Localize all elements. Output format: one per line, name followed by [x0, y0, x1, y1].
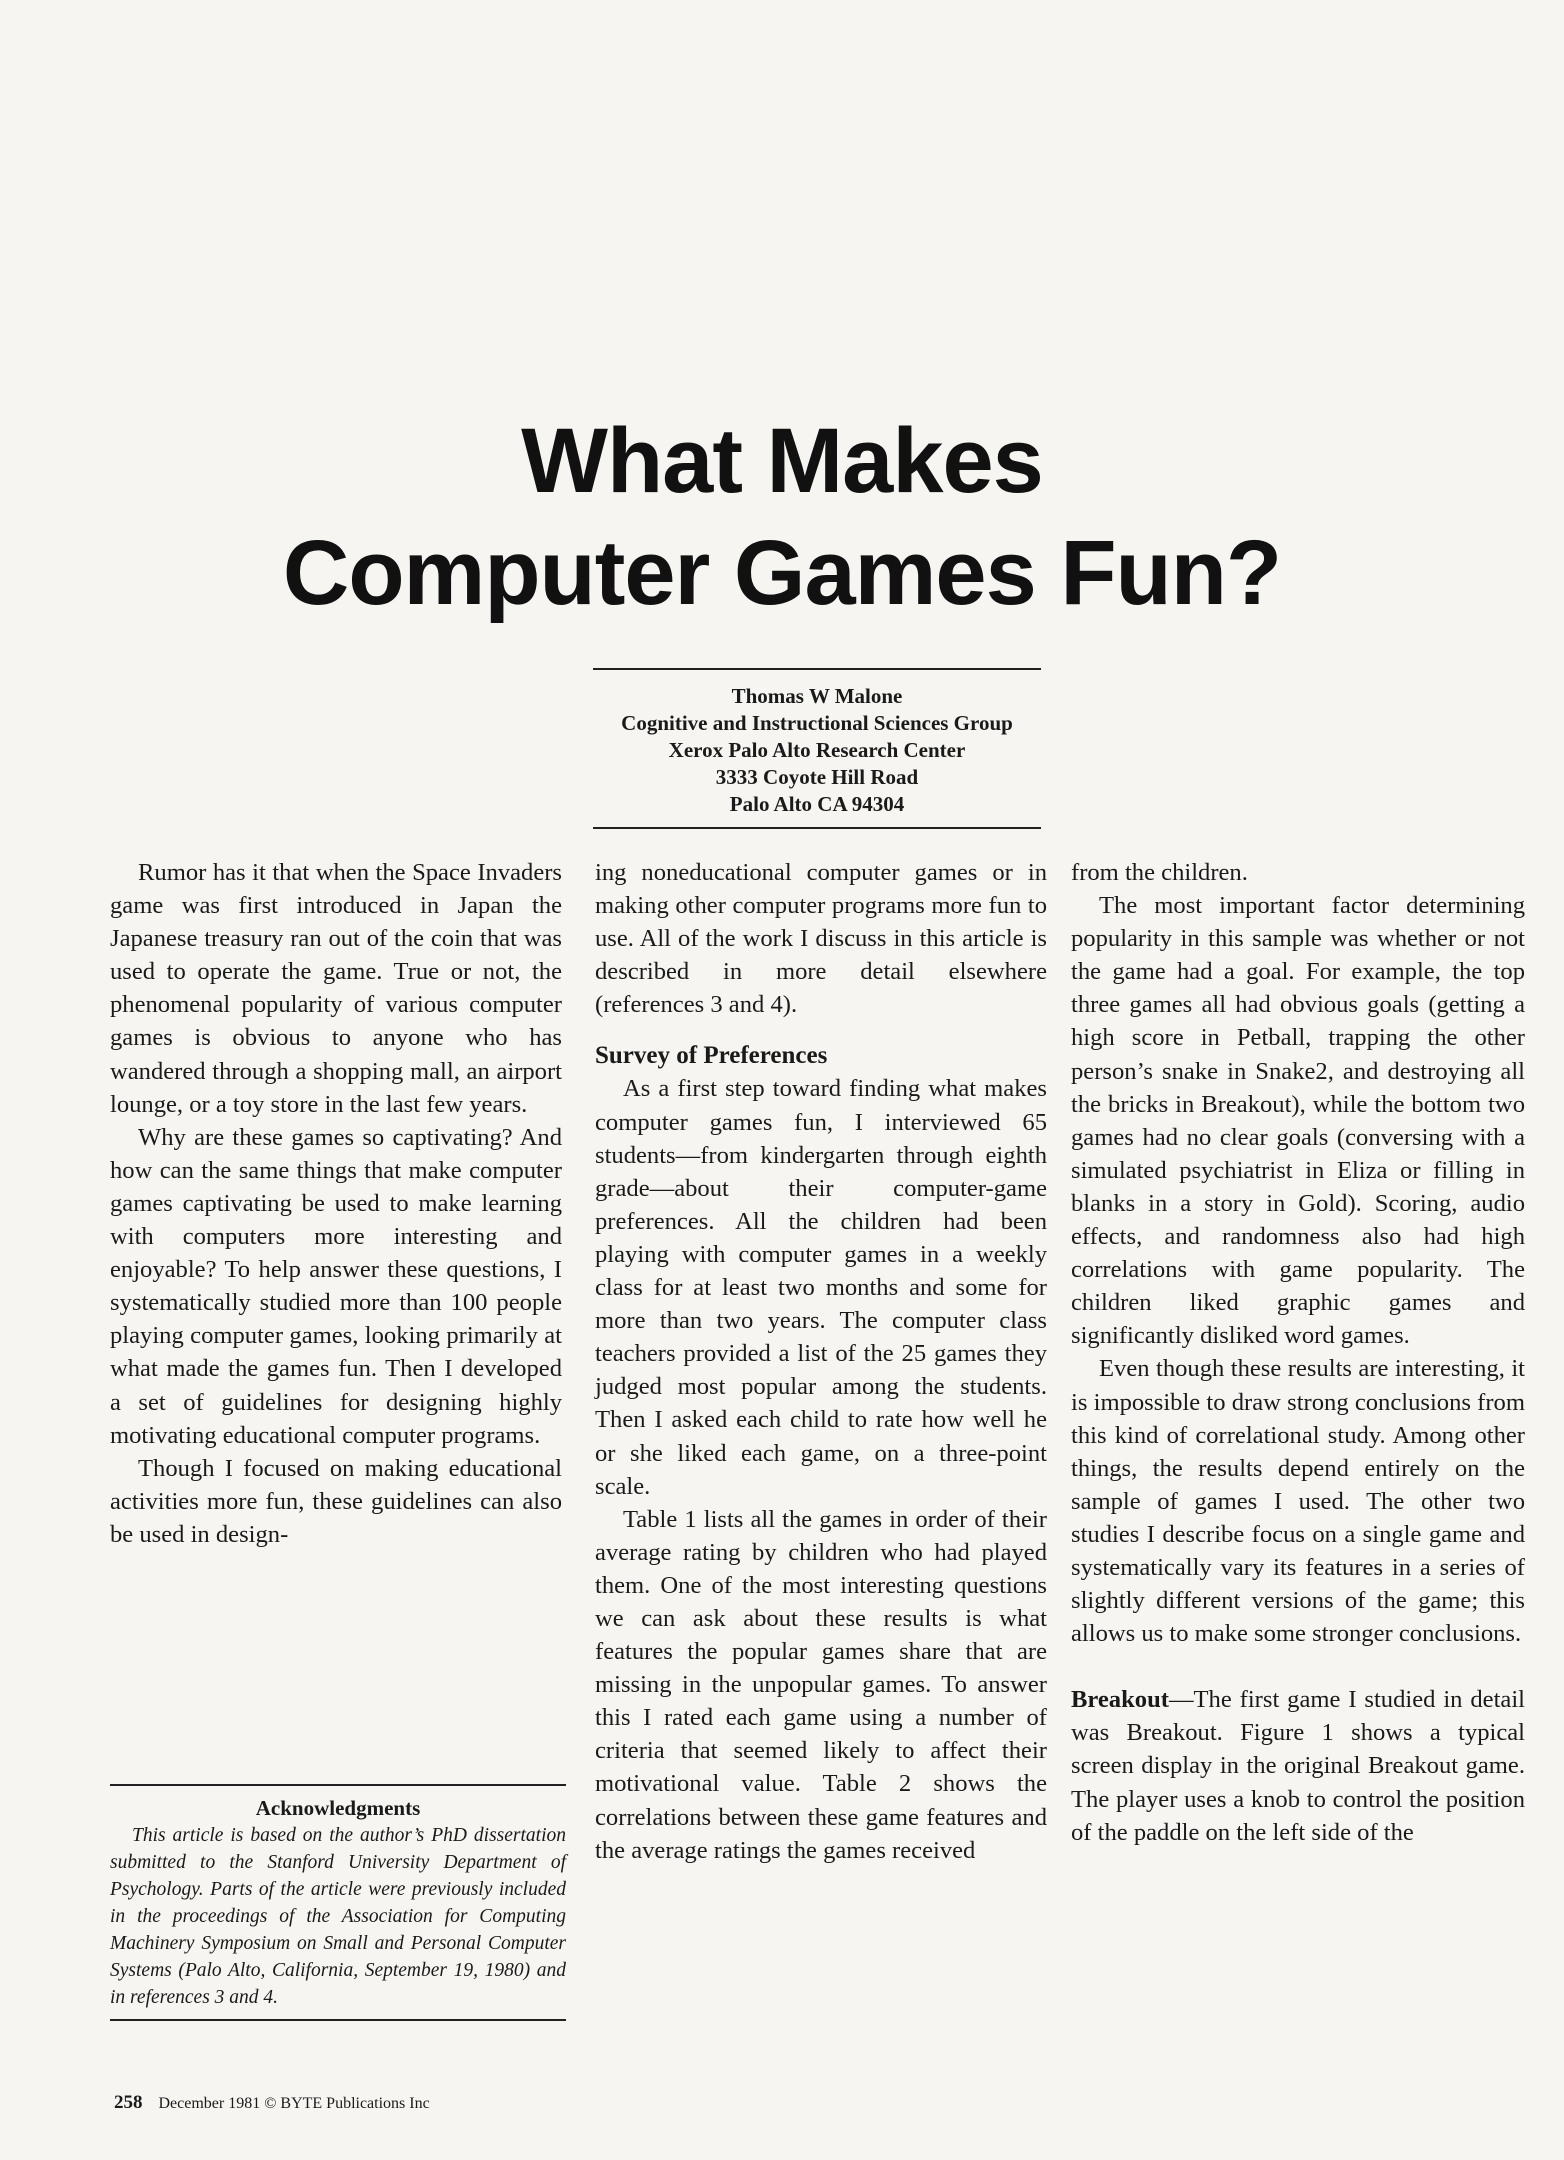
paragraph: The most important factor determining popularity in this sample was whether or not the game had a goal. For example, the top three games all had obvious goals (getting a high score in Petball, trapping the other person’s snake in Snake2, and destroying all the bricks in Breakout), while the bottom two games had no clear goals (conversing with a simulated psychiatrist in Eliza or filling in blanks in a story in Gold). Scoring, audio effects, and randomness also had high correlations with game popularity. The children liked graphic games and significantly disliked word games.: [1071, 892, 1525, 1350]
paragraph: from the children.: [1071, 859, 1248, 886]
author-city: Palo Alto CA 94304: [729, 792, 905, 816]
page-number: 258: [114, 2092, 143, 2113]
author-org: Xerox Palo Alto Research Center: [668, 738, 966, 762]
run-in-heading-breakout: Breakout: [1071, 1686, 1169, 1714]
paragraph: Rumor has it that when the Space Invaders game was first introduced in Japan the Japanese treasury ran out of the coin that was used to operate the game. True or not, the phenomenal popularity of various computer games is obvious to anyone who has wandered through a shopping mall, an airport lounge, or a toy store in the last few years.: [110, 859, 562, 1118]
breakout-text: —The first game I studied in detail was Breakout. Figure 1 shows a typical screen display in the original Breakout game. The player uses a knob to control the position of the paddle on the left side of the: [1071, 1686, 1525, 1846]
paragraph: Though I focused on making educational activities more fun, these guidelines can also be used in design-: [110, 1454, 562, 1548]
author-street: 3333 Coyote Hill Road: [715, 765, 919, 789]
column-3: [1071, 856, 1525, 1849]
page-footer: [114, 2092, 430, 2114]
author-block: [593, 668, 1041, 829]
paragraph: Why are these games so captivating? And how can the same things that make computer games captivating be used to make learning with computers more interesting and enjoyable? To help answer these questions, I systematically studied more than 100 people playing computer games, looking primarily at what made the games fun. Then I developed a set of guidelines for designing highly motivating educational computer programs.: [110, 1123, 562, 1449]
title-line-1: What Makes: [521, 410, 1043, 512]
section-heading-survey: Survey of Preferences: [595, 1042, 828, 1070]
paragraph: Table 1 lists all the games in order of their average rating by children who had played them. One of the most interesting questions we can ask about these results is what features the popular games share that are missing in the unpopular games. To answer this I rated each game using a number of criteria that seemed likely to affect their motivational value. Table 2 shows the correlations between these game features and the average ratings the games received: [595, 1505, 1047, 1864]
paragraph: ing noneducational computer games or in making other computer programs more fun to use. All of the work I discuss in this article is described in more detail elsewhere (references 3 and 4).: [595, 859, 1047, 1019]
title-line-2: Computer Games Fun?: [282, 522, 1282, 624]
paragraph: Even though these results are interesting, it is impossible to draw strong conclusions from this kind of correlational study. Among other things, the results depend entirely on the sample of games I used. The other two studies I describe focus on a single game and systematically vary its features in a series of slightly different versions of the game; this allows us to make some stronger conclusions.: [1071, 1355, 1525, 1648]
column-1: [110, 856, 562, 1551]
footer-text: December 1981 © BYTE Publications Inc: [158, 2095, 430, 2112]
column-2: [595, 856, 1047, 1867]
acknowledgments-heading: Acknowledgments: [255, 1796, 421, 1820]
paragraph: As a first step toward finding what makes computer games fun, I interviewed 65 students—from kindergarten through eighth grade—about their computer-game preferences. All the children had been playing with computer games in a weekly class for at least two months and some for more than two years. The computer class teachers provided a list of the 25 games they judged most popular among the students. Then I asked each child to rate how well he or she liked each game, on a three-point scale.: [595, 1075, 1047, 1500]
acknowledgments-box: [110, 1784, 566, 2021]
author-name: Thomas W Malone: [731, 684, 903, 708]
paragraph-breakout: [1071, 1683, 1525, 1848]
article-title: [0, 405, 1564, 629]
author-group: Cognitive and Instructional Sciences Group: [621, 711, 1013, 735]
acknowledgments-text: This article is based on the author’s PhD dissertation submitted to the Stanford University Department of Psychology. Parts of the article were previously included in the proceedings of the Association for Computing Machinery Symposium on Small and Personal Computer Systems (Palo Alto, California, September 19, 1980) and in references 3 and 4.: [110, 1825, 566, 2008]
